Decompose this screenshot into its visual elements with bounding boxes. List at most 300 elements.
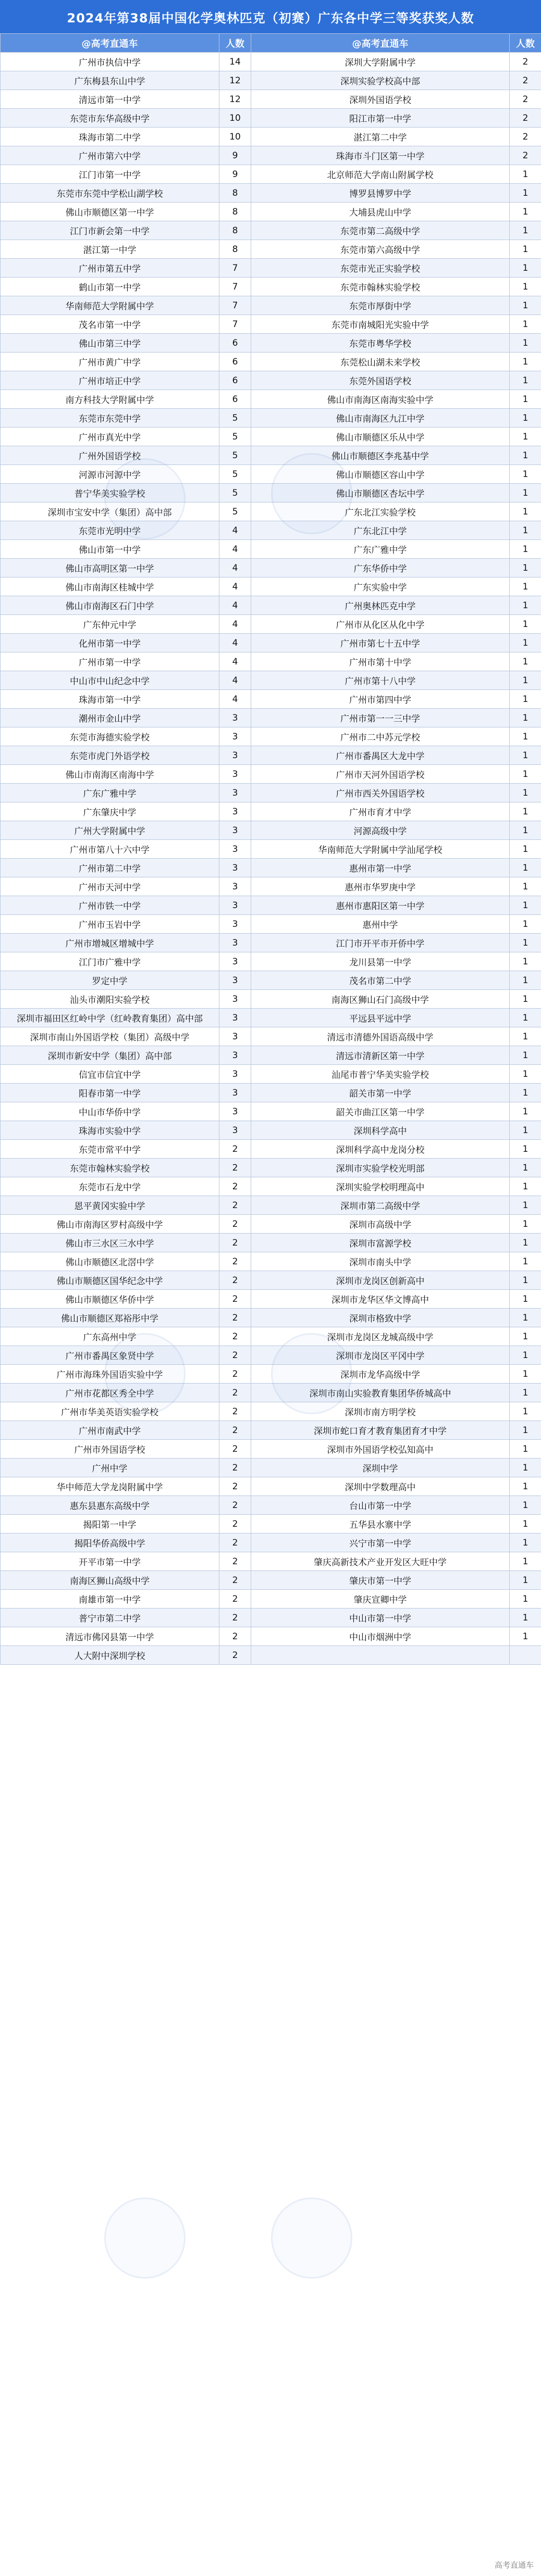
school-name-left: 佛山市三水区三水中学 <box>1 1234 219 1252</box>
award-count-left: 3 <box>219 990 251 1009</box>
table-row <box>1 934 541 952</box>
table-row <box>1 1534 541 1552</box>
header-left-count: 人数 <box>219 34 251 53</box>
school-name-right: 广东实验中学 <box>251 577 510 596</box>
school-name-right: 博罗县博罗中学 <box>251 184 510 203</box>
school-name-right: 东莞市厚街中学 <box>251 296 510 315</box>
school-name-right: 珠海市斗门区第一中学 <box>251 146 510 165</box>
school-name-left: 揭阳第一中学 <box>1 1515 219 1534</box>
award-count-left: 3 <box>219 1102 251 1121</box>
school-name-left: 东莞市光明中学 <box>1 521 219 540</box>
award-count-left: 2 <box>219 1646 251 1665</box>
school-name-right: 广州市育才中学 <box>251 802 510 821</box>
award-count-right: 1 <box>510 184 541 203</box>
award-count-right: 1 <box>510 615 541 634</box>
school-name-left: 化州市第一中学 <box>1 634 219 652</box>
school-name-left: 广州市第六中学 <box>1 146 219 165</box>
award-count-right: 1 <box>510 1496 541 1515</box>
award-count-left: 2 <box>219 1515 251 1534</box>
table-row <box>1 1159 541 1177</box>
school-name-right: 深圳外国语学校 <box>251 90 510 109</box>
header-right-school: @高考直通车 <box>251 34 510 53</box>
award-count-left: 7 <box>219 315 251 334</box>
table-row <box>1 1009 541 1027</box>
award-count-left: 2 <box>219 1309 251 1327</box>
award-count-left: 2 <box>219 1327 251 1346</box>
award-count-right: 1 <box>510 1215 541 1234</box>
award-count-right: 1 <box>510 1290 541 1309</box>
table-body <box>1 53 541 1665</box>
school-name-right: 佛山市顺德区乐从中学 <box>251 428 510 446</box>
award-count-right: 1 <box>510 596 541 615</box>
award-count-left: 9 <box>219 146 251 165</box>
school-name-left: 珠海市第一中学 <box>1 690 219 709</box>
award-count-left: 5 <box>219 502 251 521</box>
school-name-right: 东莞市第二高级中学 <box>251 221 510 240</box>
award-count-left: 5 <box>219 465 251 484</box>
school-name-left: 东莞市东华高级中学 <box>1 109 219 128</box>
table-row <box>1 128 541 146</box>
table-row <box>1 1046 541 1065</box>
school-name-right: 广东华侨中学 <box>251 559 510 577</box>
award-count-right: 1 <box>510 915 541 934</box>
award-count-left: 3 <box>219 802 251 821</box>
school-name-left: 清远市第一中学 <box>1 90 219 109</box>
school-name-left: 广州市外国语学校 <box>1 1440 219 1459</box>
table-row <box>1 727 541 746</box>
school-name-right: 平远县平远中学 <box>251 1009 510 1027</box>
school-name-right: 惠州中学 <box>251 915 510 934</box>
award-count-right: 1 <box>510 765 541 784</box>
award-count-right: 1 <box>510 1234 541 1252</box>
school-name-right: 汕尾市普宁华美实验学校 <box>251 1065 510 1084</box>
school-name-right: 深圳实验学校高中部 <box>251 71 510 90</box>
award-count-left: 14 <box>219 53 251 71</box>
award-count-left: 3 <box>219 1046 251 1065</box>
school-name-right: 深圳市格致中学 <box>251 1309 510 1327</box>
school-name-right: 东莞市翰林实验学校 <box>251 278 510 296</box>
award-count-left: 2 <box>219 1177 251 1196</box>
school-name-right: 惠州市惠阳区第一中学 <box>251 896 510 915</box>
table-row <box>1 821 541 840</box>
award-count-right: 1 <box>510 652 541 671</box>
award-count-left: 2 <box>219 1402 251 1421</box>
school-name-right: 台山市第一中学 <box>251 1496 510 1515</box>
table-row <box>1 53 541 71</box>
award-count-left: 3 <box>219 1121 251 1140</box>
table-row <box>1 259 541 278</box>
table-row <box>1 165 541 184</box>
award-count-left: 2 <box>219 1384 251 1402</box>
table-row <box>1 1290 541 1309</box>
school-name-left: 广州市第二中学 <box>1 859 219 877</box>
award-count-right: 1 <box>510 278 541 296</box>
school-name-left: 珠海市实验中学 <box>1 1121 219 1140</box>
school-name-left: 东莞市东莞中学松山湖学校 <box>1 184 219 203</box>
table-row <box>1 1177 541 1196</box>
award-count-left: 5 <box>219 446 251 465</box>
school-name-left: 佛山市南海区南海中学 <box>1 765 219 784</box>
award-count-right: 1 <box>510 296 541 315</box>
table-row <box>1 652 541 671</box>
table-row <box>1 334 541 353</box>
school-name-left: 阳春市第一中学 <box>1 1084 219 1102</box>
award-count-left: 3 <box>219 709 251 727</box>
table-row <box>1 577 541 596</box>
award-count-right: 1 <box>510 1027 541 1046</box>
award-count-right: 1 <box>510 540 541 559</box>
school-name-left: 清远市佛冈县第一中学 <box>1 1627 219 1646</box>
table-row <box>1 1440 541 1459</box>
school-name-left: 南雄市第一中学 <box>1 1590 219 1609</box>
school-name-left: 广州市华美英语实验学校 <box>1 1402 219 1421</box>
school-name-right: 深圳市龙华高级中学 <box>251 1365 510 1384</box>
school-name-left: 佛山市顺德区第一中学 <box>1 203 219 221</box>
school-name-right: 广州市第十八中学 <box>251 671 510 690</box>
table-row <box>1 615 541 634</box>
award-count-left: 3 <box>219 952 251 971</box>
award-count-right: 1 <box>510 1515 541 1534</box>
school-name-right: 深圳科学高中 <box>251 1121 510 1140</box>
school-name-right: 深圳市第二高级中学 <box>251 1196 510 1215</box>
table-row <box>1 1196 541 1215</box>
award-count-right: 1 <box>510 203 541 221</box>
school-name-left: 深圳市宝安中学（集团）高中部 <box>1 502 219 521</box>
table-row <box>1 859 541 877</box>
award-count-left: 4 <box>219 577 251 596</box>
award-count-left: 2 <box>219 1271 251 1290</box>
school-name-right: 河源高级中学 <box>251 821 510 840</box>
award-count-left: 2 <box>219 1159 251 1177</box>
school-name-right: 广州市第四中学 <box>251 690 510 709</box>
school-name-right: 广东北江实验学校 <box>251 502 510 521</box>
award-count-left: 2 <box>219 1477 251 1496</box>
award-count-right: 1 <box>510 877 541 896</box>
award-count-right: 1 <box>510 334 541 353</box>
award-count-left: 2 <box>219 1140 251 1159</box>
school-name-left: 东莞市虎门外语学校 <box>1 746 219 765</box>
award-count-right: 2 <box>510 71 541 90</box>
school-name-left: 广州市天河中学 <box>1 877 219 896</box>
school-name-right: 东莞市第六高级中学 <box>251 240 510 259</box>
award-count-left: 2 <box>219 1552 251 1571</box>
award-count-left: 9 <box>219 165 251 184</box>
award-count-right: 1 <box>510 165 541 184</box>
school-name-left: 江门市广雅中学 <box>1 952 219 971</box>
watermark-badge <box>271 2197 352 2279</box>
school-name-left: 广东梅县东山中学 <box>1 71 219 90</box>
school-name-right: 佛山市南海区九江中学 <box>251 409 510 428</box>
table-row <box>1 915 541 934</box>
award-count-left: 6 <box>219 334 251 353</box>
school-name-right: 东莞外国语学校 <box>251 371 510 390</box>
school-name-left: 广州市第五中学 <box>1 259 219 278</box>
award-count-left: 8 <box>219 184 251 203</box>
award-count-left: 6 <box>219 353 251 371</box>
award-count-left: 2 <box>219 1215 251 1234</box>
award-count-left: 6 <box>219 371 251 390</box>
table-row <box>1 465 541 484</box>
table-row <box>1 1421 541 1440</box>
award-count-left: 3 <box>219 840 251 859</box>
table-row <box>1 1234 541 1252</box>
school-name-right: 广州市第十中学 <box>251 652 510 671</box>
school-name-right: 江门市开平市开侨中学 <box>251 934 510 952</box>
award-count-left: 3 <box>219 1009 251 1027</box>
school-name-right: 深圳实验学校明理高中 <box>251 1177 510 1196</box>
school-name-left: 佛山市高明区第一中学 <box>1 559 219 577</box>
school-name-left: 广州中学 <box>1 1459 219 1477</box>
school-name-right: 茂名市第二中学 <box>251 971 510 990</box>
school-name-left: 广州外国语学校 <box>1 446 219 465</box>
school-name-right: 东莞市光正实验学校 <box>251 259 510 278</box>
award-count-left: 2 <box>219 1252 251 1271</box>
school-name-left: 珠海市第二中学 <box>1 128 219 146</box>
school-name-right: 龙川县第一中学 <box>251 952 510 971</box>
table-row <box>1 1627 541 1646</box>
award-count-left: 7 <box>219 278 251 296</box>
award-count-right: 1 <box>510 709 541 727</box>
award-count-right: 2 <box>510 53 541 71</box>
award-count-right: 1 <box>510 1365 541 1384</box>
award-count-left: 3 <box>219 915 251 934</box>
header-right-count: 人数 <box>510 34 541 53</box>
award-count-right: 1 <box>510 221 541 240</box>
award-count-right: 1 <box>510 1084 541 1102</box>
table-row <box>1 502 541 521</box>
table-row <box>1 409 541 428</box>
award-count-right: 1 <box>510 446 541 465</box>
award-count-left: 3 <box>219 971 251 990</box>
award-count-left: 8 <box>219 203 251 221</box>
school-name-left: 湛江第一中学 <box>1 240 219 259</box>
award-count-right: 1 <box>510 934 541 952</box>
school-name-right: 深圳市富源学校 <box>251 1234 510 1252</box>
school-name-right: 深圳科学高中龙岗分校 <box>251 1140 510 1159</box>
school-name-left: 茂名市第一中学 <box>1 315 219 334</box>
table-row <box>1 1384 541 1402</box>
table-row <box>1 1121 541 1140</box>
table-row <box>1 1065 541 1084</box>
school-name-left: 东莞市东莞中学 <box>1 409 219 428</box>
school-name-right: 深圳市龙岗区创新高中 <box>251 1271 510 1290</box>
award-count-right: 1 <box>510 1271 541 1290</box>
table-row <box>1 1609 541 1627</box>
award-count-left: 12 <box>219 90 251 109</box>
school-name-right: 清远市清新区第一中学 <box>251 1046 510 1065</box>
award-count-right: 1 <box>510 409 541 428</box>
award-count-right: 1 <box>510 784 541 802</box>
table-row <box>1 371 541 390</box>
school-name-right: 阳江市第一中学 <box>251 109 510 128</box>
table-row <box>1 634 541 652</box>
school-name-left: 信宜市信宜中学 <box>1 1065 219 1084</box>
school-name-left: 广州市南武中学 <box>1 1421 219 1440</box>
award-count-left: 10 <box>219 109 251 128</box>
award-count-right: 1 <box>510 690 541 709</box>
school-name-left: 人大附中深圳学校 <box>1 1646 219 1665</box>
school-name-left: 东莞市石龙中学 <box>1 1177 219 1196</box>
award-count-left: 4 <box>219 634 251 652</box>
table-row <box>1 203 541 221</box>
school-name-left: 广州市花都区秀全中学 <box>1 1384 219 1402</box>
school-name-right: 肇庆宣卿中学 <box>251 1590 510 1609</box>
table-row <box>1 1271 541 1290</box>
award-count-right: 1 <box>510 802 541 821</box>
table-row <box>1 971 541 990</box>
table-row <box>1 896 541 915</box>
school-name-left: 广州市第八十六中学 <box>1 840 219 859</box>
school-name-left: 南海区狮山高级中学 <box>1 1571 219 1590</box>
award-count-left: 10 <box>219 128 251 146</box>
table-row <box>1 990 541 1009</box>
award-count-left: 2 <box>219 1534 251 1552</box>
school-name-right: 深圳中学数理高中 <box>251 1477 510 1496</box>
school-name-left: 广东肇庆中学 <box>1 802 219 821</box>
school-name-right: 深圳市龙岗区平冈中学 <box>251 1346 510 1365</box>
school-name-right: 五华县水寨中学 <box>251 1515 510 1534</box>
school-name-left: 中山市华侨中学 <box>1 1102 219 1121</box>
award-count-right: 1 <box>510 1421 541 1440</box>
award-count-left: 2 <box>219 1590 251 1609</box>
award-count-right: 1 <box>510 1384 541 1402</box>
school-name-left: 广州市第一中学 <box>1 652 219 671</box>
award-count-right: 1 <box>510 1327 541 1346</box>
award-count-left: 4 <box>219 596 251 615</box>
table-row <box>1 109 541 128</box>
school-name-right: 深圳市龙华区华文博高中 <box>251 1290 510 1309</box>
school-name-left: 广东广雅中学 <box>1 784 219 802</box>
table-row <box>1 240 541 259</box>
school-name-left: 揭阳华侨高级中学 <box>1 1534 219 1552</box>
school-name-left: 华中师范大学龙岗附属中学 <box>1 1477 219 1496</box>
award-count-right: 1 <box>510 971 541 990</box>
school-name-left: 广州市铁一中学 <box>1 896 219 915</box>
award-count-left: 3 <box>219 877 251 896</box>
school-name-left: 东莞市海德实验学校 <box>1 727 219 746</box>
award-count-left: 5 <box>219 428 251 446</box>
school-name-left: 佛山市南海区石门中学 <box>1 596 219 615</box>
table-row <box>1 1084 541 1102</box>
school-name-left: 佛山市顺德区郑裕彤中学 <box>1 1309 219 1327</box>
table-row <box>1 952 541 971</box>
school-name-left: 开平市第一中学 <box>1 1552 219 1571</box>
award-count-left: 4 <box>219 615 251 634</box>
school-name-right: 深圳大学附属中学 <box>251 53 510 71</box>
award-count-right: 1 <box>510 1402 541 1421</box>
school-name-right: 深圳市高级中学 <box>251 1215 510 1234</box>
award-count-left: 3 <box>219 765 251 784</box>
award-count-right: 1 <box>510 1309 541 1327</box>
school-name-left: 恩平黄冈实验中学 <box>1 1196 219 1215</box>
table-row <box>1 1459 541 1477</box>
award-count-right: 1 <box>510 559 541 577</box>
school-name-right: 深圳市实验学校光明部 <box>251 1159 510 1177</box>
school-name-left: 鹤山市第一中学 <box>1 278 219 296</box>
award-count-right: 1 <box>510 1102 541 1121</box>
award-count-left: 4 <box>219 690 251 709</box>
school-name-left: 广东高州中学 <box>1 1327 219 1346</box>
school-name-right: 东莞松山湖未来学校 <box>251 353 510 371</box>
school-name-right: 北京师范大学南山附属学校 <box>251 165 510 184</box>
school-name-right: 广州市天河外国语学校 <box>251 765 510 784</box>
award-count-left: 4 <box>219 671 251 690</box>
award-count-right: 1 <box>510 1440 541 1459</box>
school-name-left: 广州市执信中学 <box>1 53 219 71</box>
table-row <box>1 877 541 896</box>
table-row <box>1 353 541 371</box>
table-row <box>1 1215 541 1234</box>
award-count-left: 3 <box>219 934 251 952</box>
award-count-left: 3 <box>219 727 251 746</box>
table-row <box>1 90 541 109</box>
award-count-right: 1 <box>510 1477 541 1496</box>
school-name-left: 华南师范大学附属中学 <box>1 296 219 315</box>
award-count-right: 1 <box>510 1552 541 1571</box>
award-count-left: 2 <box>219 1459 251 1477</box>
award-count-left: 4 <box>219 652 251 671</box>
school-name-right: 广州市第一一三中学 <box>251 709 510 727</box>
table-row <box>1 1309 541 1327</box>
school-name-left: 佛山市顺德区国华纪念中学 <box>1 1271 219 1290</box>
header-left-school: @高考直通车 <box>1 34 219 53</box>
table-row <box>1 1515 541 1534</box>
award-count-right: 1 <box>510 502 541 521</box>
award-count-right: 1 <box>510 1009 541 1027</box>
table-row <box>1 746 541 765</box>
table-row <box>1 1102 541 1121</box>
table-row <box>1 184 541 203</box>
school-name-left: 江门市第一中学 <box>1 165 219 184</box>
school-name-right: 东莞市粤华学校 <box>251 334 510 353</box>
table-row <box>1 1365 541 1384</box>
school-name-right: 广州市二中苏元学校 <box>251 727 510 746</box>
table-row <box>1 484 541 502</box>
table-row <box>1 1496 541 1515</box>
school-name-right: 湛江第二中学 <box>251 128 510 146</box>
school-name-left: 佛山市南海区罗村高级中学 <box>1 1215 219 1234</box>
award-count-right: 1 <box>510 859 541 877</box>
award-count-left: 2 <box>219 1290 251 1309</box>
award-count-left: 8 <box>219 240 251 259</box>
award-count-right: 1 <box>510 1346 541 1365</box>
award-count-left: 2 <box>219 1196 251 1215</box>
table-row <box>1 1571 541 1590</box>
award-count-right: 1 <box>510 840 541 859</box>
award-count-left: 2 <box>219 1365 251 1384</box>
award-count-left: 3 <box>219 859 251 877</box>
school-name-left: 汕头市潮阳实验学校 <box>1 990 219 1009</box>
award-count-right: 1 <box>510 990 541 1009</box>
table-row <box>1 1346 541 1365</box>
award-count-right <box>510 1646 541 1665</box>
table-row <box>1 1590 541 1609</box>
award-count-right: 1 <box>510 1252 541 1271</box>
school-name-right: 广州市番禺区大龙中学 <box>251 746 510 765</box>
school-name-left: 东莞市翰林实验学校 <box>1 1159 219 1177</box>
footer-watermark-text: 高考直通车 <box>494 2560 534 2570</box>
award-count-right: 1 <box>510 1121 541 1140</box>
school-name-right: 兴宁市第一中学 <box>251 1534 510 1552</box>
school-name-right: 佛山市顺德区李兆基中学 <box>251 446 510 465</box>
table-row <box>1 690 541 709</box>
school-name-left: 广州市海珠外国语实验中学 <box>1 1365 219 1384</box>
table-row <box>1 521 541 540</box>
award-count-right: 2 <box>510 90 541 109</box>
award-count-left: 2 <box>219 1346 251 1365</box>
table-row <box>1 315 541 334</box>
award-count-right: 1 <box>510 1196 541 1215</box>
